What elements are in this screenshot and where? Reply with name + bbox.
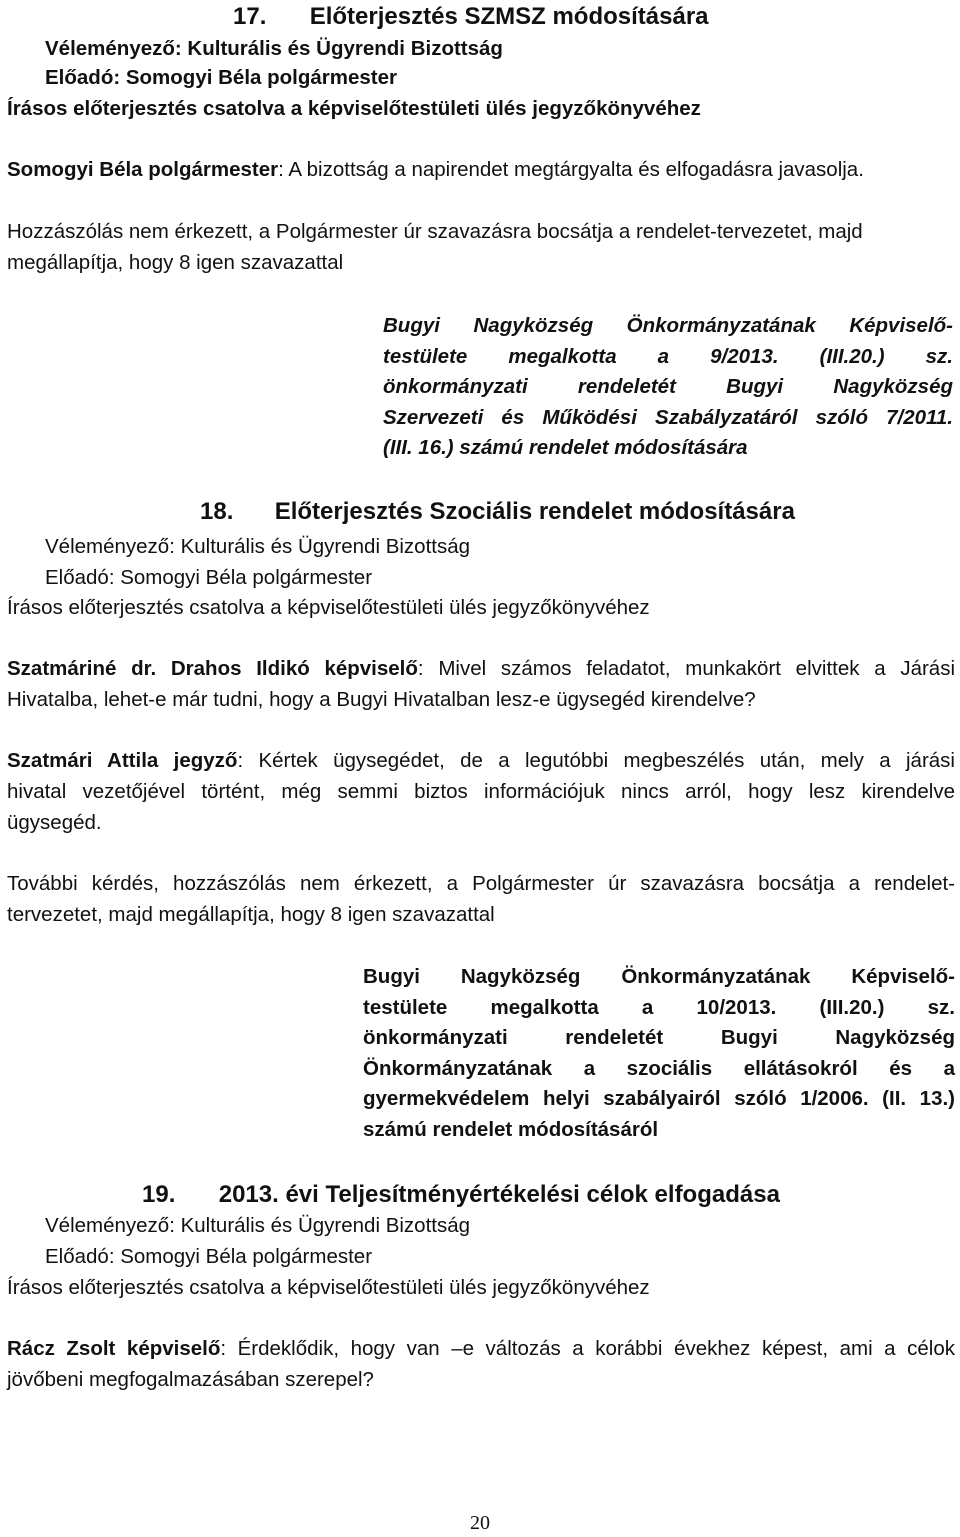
item17-resolution-line3: önkormányzati rendeletét Bugyi Nagyközség <box>383 375 953 398</box>
item17-statement-text: : A bizottság a napirendet megtárgyalta és elfogadásra javasolja. <box>278 158 864 181</box>
item18-question-text1: : Mivel számos feladatot, munkakört elvittek a Járási <box>417 657 955 680</box>
item19-question-speaker: Rácz Zsolt képviselő <box>7 1337 221 1360</box>
item18-resolution <box>363 962 955 1145</box>
item18-answer-line3: ügysegéd. <box>7 811 102 834</box>
item18-number: 18. <box>200 498 234 525</box>
item17-vote-line1: Hozzászólás nem érkezett, a Polgármester úr szavazásra bocsátja a rendelet-tervezetet, majd <box>7 220 863 243</box>
item18-question-speaker: Szatmáriné dr. Drahos Ildikó képviselő <box>7 657 418 680</box>
item17-statement <box>7 157 864 183</box>
item18-resolution-line4: Önkormányzatának a szociális ellátásokról és a <box>363 1056 955 1080</box>
item18-heading <box>200 497 795 527</box>
item17-reviewer: Véleményező: Kulturális és Ügyrendi Bizottság <box>45 37 503 60</box>
item18-title: Előterjesztés Szociális rendelet módosítására <box>274 498 795 525</box>
item17-attachment: Írásos előterjesztés csatolva a képviselőtestületi ülés jegyzőkönyvéhez <box>7 97 701 120</box>
item18-question-line2: Hivatalba, lehet-e már tudni, hogy a Bugyi Hivatalban lesz-e ügysegéd kirendelve? <box>7 688 756 711</box>
item17-presenter: Előadó: Somogyi Béla polgármester <box>45 66 397 89</box>
item19-attachment: Írásos előterjesztés csatolva a képviselőtestületi ülés jegyzőkönyvéhez <box>7 1276 650 1299</box>
item18-presenter: Előadó: Somogyi Béla polgármester <box>45 566 373 589</box>
item17-statement-speaker: Somogyi Béla polgármester <box>7 158 279 181</box>
item17-resolution <box>383 311 953 464</box>
item17-resolution-line1: Bugyi Nagyközség Önkormányzatának Képviselő- <box>383 314 953 337</box>
item18-vote-line1: További kérdés, hozzászólás nem érkezett, a Polgármester úr szavazásra bocsátja a rendelet- <box>7 872 955 895</box>
item18-vote-line2: tervezetet, majd megállapítja, hogy 8 igen szavazattal <box>7 903 495 926</box>
item19-question-text1: : Érdeklődik, hogy van –e változás a korábbi évekhez képest, ami a célok <box>220 1337 955 1360</box>
item17-resolution-line5: (III. 16.) számú rendelet módosítására <box>383 436 748 459</box>
item19-reviewer: Véleményező: Kulturális és Ügyrendi Bizottság <box>45 1214 471 1237</box>
page-number: 20 <box>470 1512 490 1534</box>
item18-question-line1 <box>7 656 955 682</box>
item18-resolution-line2: testülete megalkotta a 10/2013. (III.20.) sz. <box>363 995 955 1019</box>
item19-heading <box>142 1180 780 1210</box>
item18-resolution-line1: Bugyi Nagyközség Önkormányzatának Képviselő- <box>363 965 955 988</box>
item18-resolution-line3: önkormányzati rendeletét Bugyi Nagyközség <box>363 1026 955 1049</box>
item17-vote-line2: megállapítja, hogy 8 igen szavazattal <box>7 251 344 274</box>
item17-resolution-line2: testülete megalkotta a 9/2013. (III.20.) sz. <box>383 344 953 368</box>
item18-answer-speaker: Szatmári Attila jegyző <box>7 749 238 772</box>
item17-heading <box>233 2 709 32</box>
item18-resolution-line5: gyermekvédelem helyi szabályairól szóló 1/2006. (II. 13.) <box>363 1087 955 1110</box>
item19-question-line2: jövőbeni megfogalmazásában szerepel? <box>7 1368 374 1391</box>
item17-resolution-line4: Szervezeti és Működési Szabályzatáról szóló 7/2011. <box>383 405 953 429</box>
item18-answer-text1: : Kértek ügysegédet, de a legutóbbi megbeszélés után, mely a járási <box>237 749 955 772</box>
item19-question-line1 <box>7 1336 955 1362</box>
item18-attachment: Írásos előterjesztés csatolva a képviselőtestületi ülés jegyzőkönyvéhez <box>7 596 650 619</box>
item18-reviewer: Véleményező: Kulturális és Ügyrendi Bizottság <box>45 535 471 558</box>
item18-answer-line1 <box>7 748 955 774</box>
item18-answer-line2: hivatal vezetőjével történt, még semmi biztos információjuk nincs arról, hogy lesz kirendelve <box>7 780 955 803</box>
item17-title: Előterjesztés SZMSZ módosítására <box>309 3 709 30</box>
item19-number: 19. <box>142 1181 176 1208</box>
item19-presenter: Előadó: Somogyi Béla polgármester <box>45 1245 373 1268</box>
item17-number: 17. <box>233 3 267 30</box>
item19-title: 2013. évi Teljesítményértékelési célok elfogadása <box>218 1181 780 1208</box>
item18-resolution-line6: számú rendelet módosításáról <box>363 1117 659 1141</box>
